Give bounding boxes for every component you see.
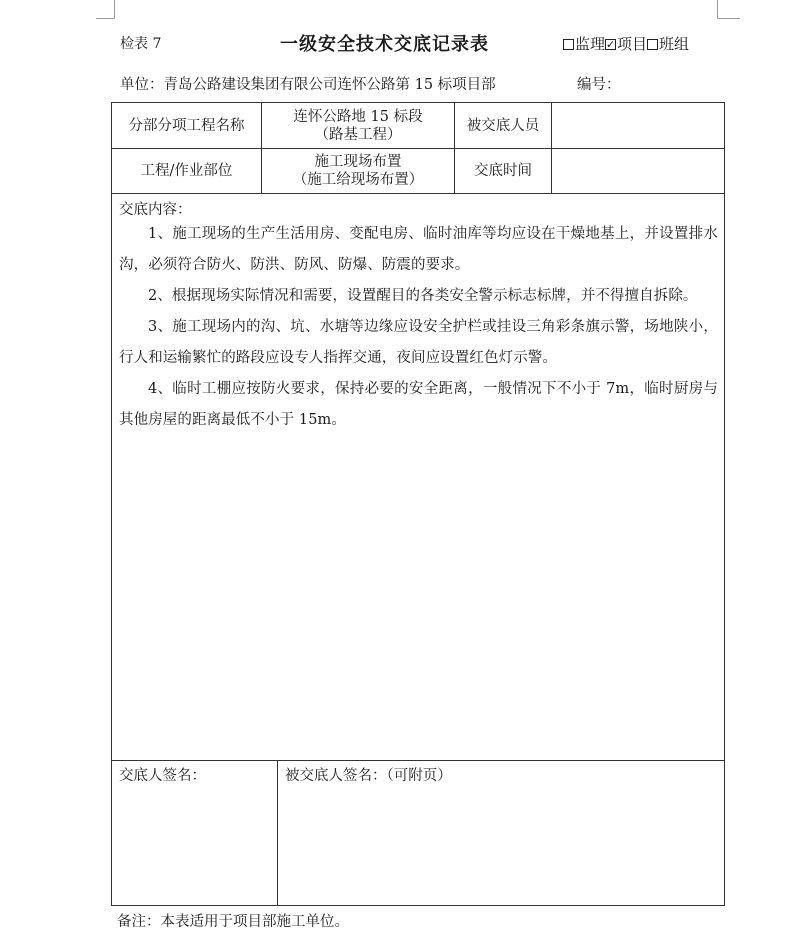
work-location-value[interactable]: [262, 149, 455, 194]
option-project[interactable]: [605, 33, 647, 54]
option-team[interactable]: [647, 33, 689, 54]
project-name-line1: 连怀公路地 15 标段: [293, 108, 423, 125]
recipients-value[interactable]: [552, 103, 725, 149]
level-options: [563, 33, 689, 54]
serial-number-label: 编号：: [577, 77, 621, 93]
table-row: [112, 194, 725, 761]
work-location-label: 工程/作业部位: [112, 149, 262, 194]
recipients-label: 被交底人员: [455, 103, 552, 149]
briefing-time-label: 交底时间: [455, 149, 552, 194]
table-row: [112, 149, 725, 194]
crop-mark-top-right: [717, 0, 740, 19]
presenter-signature[interactable]: [112, 761, 278, 906]
content-heading: 交底内容：: [119, 202, 192, 218]
option-label: 监理: [575, 35, 606, 53]
project-name-value[interactable]: [262, 103, 455, 149]
table-row: [112, 103, 725, 149]
work-location-line2: （施工给现场布置）: [292, 172, 424, 188]
presenter-signature-label: 交底人签名：: [119, 768, 206, 784]
checkbox-unchecked-icon[interactable]: [563, 39, 574, 50]
briefing-time-value[interactable]: [552, 149, 725, 194]
page-title: 一级安全技术交底记录表: [280, 34, 489, 55]
form-code: 检表 7: [120, 36, 162, 52]
checkbox-unchecked-icon[interactable]: [647, 39, 658, 50]
table-row: [112, 761, 725, 906]
content-paragraph-4: 4、临时工棚应按防火要求，保持必要的安全距离，一般情况下不小于 7m，临时厨房与其他房屋的距离最低不小于 15m。: [119, 381, 719, 428]
option-label: 班组: [659, 35, 690, 53]
recipient-signature-label: 被交底人签名：（可附页）: [285, 768, 452, 784]
briefing-content[interactable]: [112, 194, 725, 761]
recipient-signature[interactable]: [278, 761, 725, 906]
unit-line: 单位：青岛公路建设集团有限公司连怀公路第 15 标项目部: [120, 77, 496, 93]
content-paragraph-2: 2、根据现场实际情况和需要，设置醒目的各类安全警示标志标牌，并不得擅自拆除。: [148, 288, 698, 304]
crop-mark-top-left: [96, 0, 115, 19]
checkbox-checked-icon[interactable]: ✓: [606, 38, 616, 51]
briefing-record-table: [111, 102, 725, 906]
content-paragraph-3: 3、施工现场内的沟、坑、水塘等边缘应设安全护栏或挂设三角彩条旗示警，场地陕小，行人和运输繁忙的路段应设专人指挥交通，夜间应设置红色灯示警。: [119, 319, 719, 366]
content-paragraph-1: 1、施工现场的生产生活用房、变配电房、临时油库等均应设在干燥地基上，并设置排水沟，必须符合防火、防洪、防风、防爆、防震的要求。: [119, 226, 719, 273]
footer-note: 备注：本表适用于项目部施工单位。: [117, 914, 349, 930]
project-name-line2: （路基工程）: [314, 126, 402, 143]
option-supervision[interactable]: [563, 33, 605, 54]
project-name-label: 分部分项工程名称: [112, 103, 262, 149]
work-location-line1: 施工现场布置: [314, 154, 402, 170]
option-label: 项目: [617, 35, 648, 53]
